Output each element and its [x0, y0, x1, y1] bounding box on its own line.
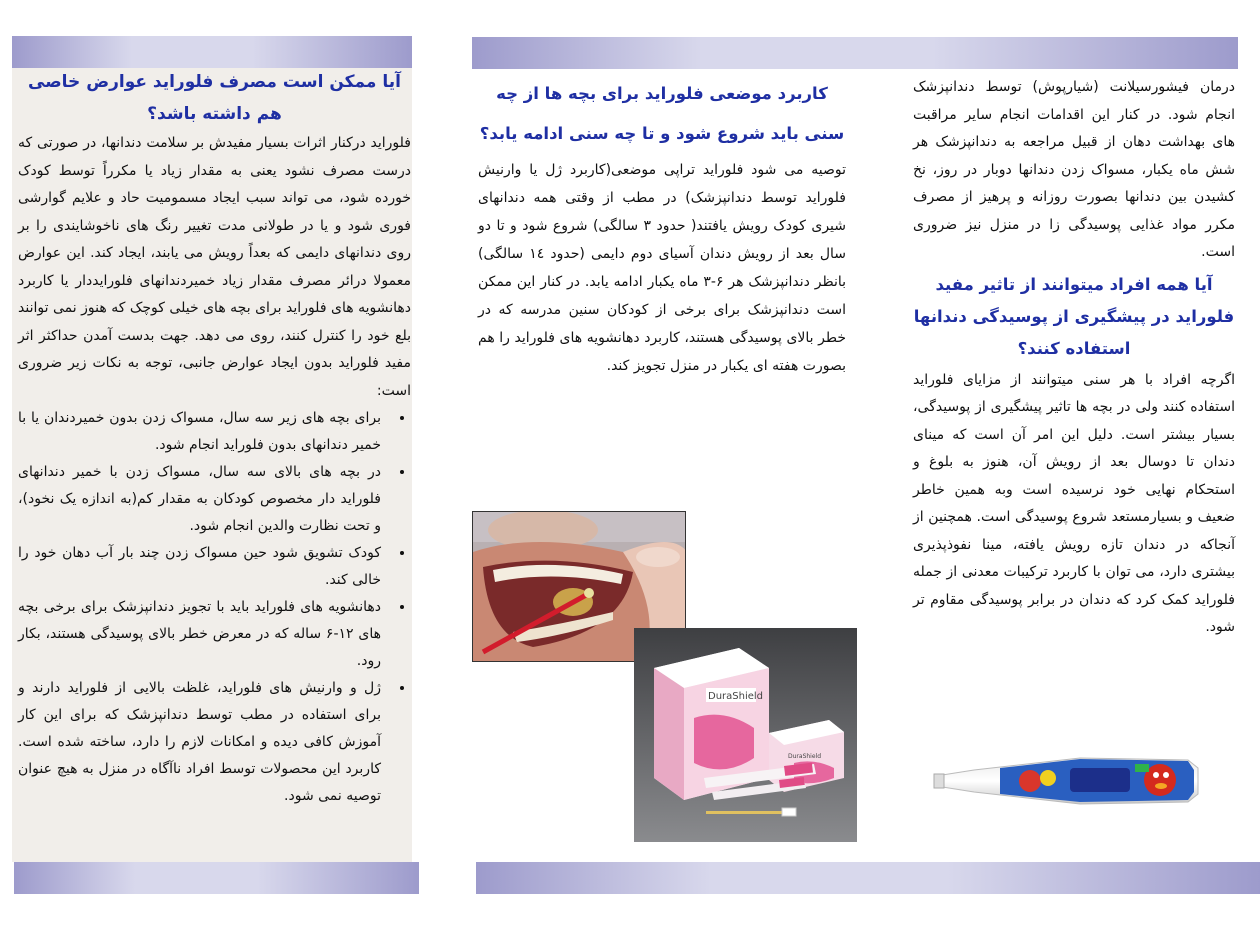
top-band-left: [12, 36, 412, 68]
right-body-text: اگرچه افراد با هر سنی میتوانند از مزایای فلوراید استفاده کنند ولی در بچه ها تاثیر پیشگیری از پوسیدگی، بسیار بیشتر است. دلیل این امر آن است که مینای دندان تا دوسال بعد از رویش آن، هنوز به بلوغ و استحکام نهایی خود نرسیده است وبه همین خاطر ضعیف و بسیارمستعد شروع پوسیدگی است. همچنین از آنجاکه در دندان تازه رویش یافته، مینا نفوذپذیری بیشتری دارد، می توان با کاربرد ترکیبات معدنی از جمله فلوراید کمک کرد که دندان در برابر پوسیدگی مقاوم تر شود.: [913, 371, 1235, 635]
middle-column: [478, 74, 846, 380]
top-band-right: [472, 37, 1238, 69]
product-brand-small-label: DuraShield: [788, 753, 822, 760]
bottom-band-right: [476, 862, 1260, 894]
left-body-text: فلوراید درکنار اثرات بسیار مفیدش بر سلامت دندانها، در صورتی که درست مصرف نشود یعنی به مقدار زیاد یا مکرراً توسط کودک خورده شود، می تواند سبب ایجاد مسمومیت حاد و علایم گوارشی فوری شود و یا در طولانی مدت تغییر رنگ های ناخوشایندی را بر روی دندانهای دایمی که بعداً رویش می یابند، ایجاد کند. این عوارض معمولا درائر مصرف مقدار زیاد خمیردندانهای فلورایددار یا کاربرد دهانشویه های فلوراید برای بچه های خیلی کوچک که هنوز نمی توانند بلع خود را کنترل کنند، روی می دهد. جهت بدست آمدن حداکثر اثر مفید فلوراید بدون ایجاد عوارض جانبی، توجه به نکات زیر ضروری است:: [18, 135, 411, 399]
middle-body-text: توصیه می شود فلوراید تراپی موضعی(کاربرد ژل یا وارنیش فلوراید توسط دندانپزشک) در مطب از وقتی همه دندانهای شیری کودک رویش یافتند( حدود ۳ سالگی) شروع شود و تا دو سال بعد از رویش دندان آسیای دوم دایمی (حدود ۱٤ سالگی) بانظر دندانپزشک هر ۶-۳ ماه یکبار ادامه یابد. در کنار این ممکن است دندانپزشک برای برخی از کودکان سنین مدرسه که در خطر بالای پوسیدگی هستند، کاربرد دهانشویه های فلوراید را هم بصورت هفته ای یکبار در منزل تجویز کند.: [478, 162, 847, 374]
left-bullet-list: [18, 405, 411, 810]
right-column: [913, 74, 1235, 642]
right-heading: آیا همه افراد میتوانند از تاثیر مفید فلوراید در پیشگیری از پوسیدگی دندانها استفاده کنند؟: [913, 274, 1235, 358]
list-item: • در بچه های بالای سه سال، مسواک زدن با خمیر دندانهای فلوراید دار مخصوص کودکان به مقدار کم(به اندازه یک نخود)، و تحت نظارت والدین انجام شود.: [18, 459, 389, 540]
toothpaste-tube-image: [930, 750, 1202, 812]
bottom-band-left: [14, 862, 419, 894]
middle-heading: کاربرد موضعی فلوراید برای بچه ها از چه سنی باید شروع شود و تا چه سنی ادامه یابد؟: [479, 84, 845, 143]
product-brand-label: DuraShield: [708, 691, 764, 702]
list-item: • ژل و وارنیش های فلوراید، غلظت بالایی از فلوراید دارند و برای استفاده در مطب توسط دندانپزشک که برای این کار آموزش کافی دیده و امکانات لازم را دارد، ساخته شده است. کاربرد این محصولات توسط افراد ناآگاه در منزل به هیچ عنوان توصیه نمی شود.: [18, 675, 389, 810]
right-intro-text: درمان فیشورسیلانت (شیارپوش) توسط دندانپزشک انجام شود. در کنار این اقدامات انجام سایر مراقبت های بهداشت دهان از قبیل مراجعه به دندانپزشک هر شش ماه یکبار، مسواک زدن دندانها دوبار در روز، نخ کشیدن بین دندانها بصورت روزانه و پرهیز از مصرف مکرر مواد غذایی پوسیدگی زا در منزل نیز ضروری است.: [913, 79, 1235, 260]
list-item: • برای بچه های زیر سه سال، مسواک زدن بدون خمیردندان یا با خمیر دندانهای بدون فلوراید انجام شود.: [18, 405, 389, 459]
list-item: • دهانشویه های فلوراید باید با تجویز دندانپزشک برای برخی بچه های ۱۲-۶ ساله که در معرض خطر بالای پوسیدگی هستند، بکار رود.: [18, 594, 389, 675]
left-column: [18, 66, 411, 810]
left-heading: آیا ممکن است مصرف فلوراید عوارض خاصی هم داشته باشد؟: [28, 72, 401, 124]
list-item: • کودک تشویق شود حین مسواک زدن چند بار آب دهان خود را خالی کند.: [18, 540, 389, 594]
durashield-product-photo: [634, 628, 857, 842]
